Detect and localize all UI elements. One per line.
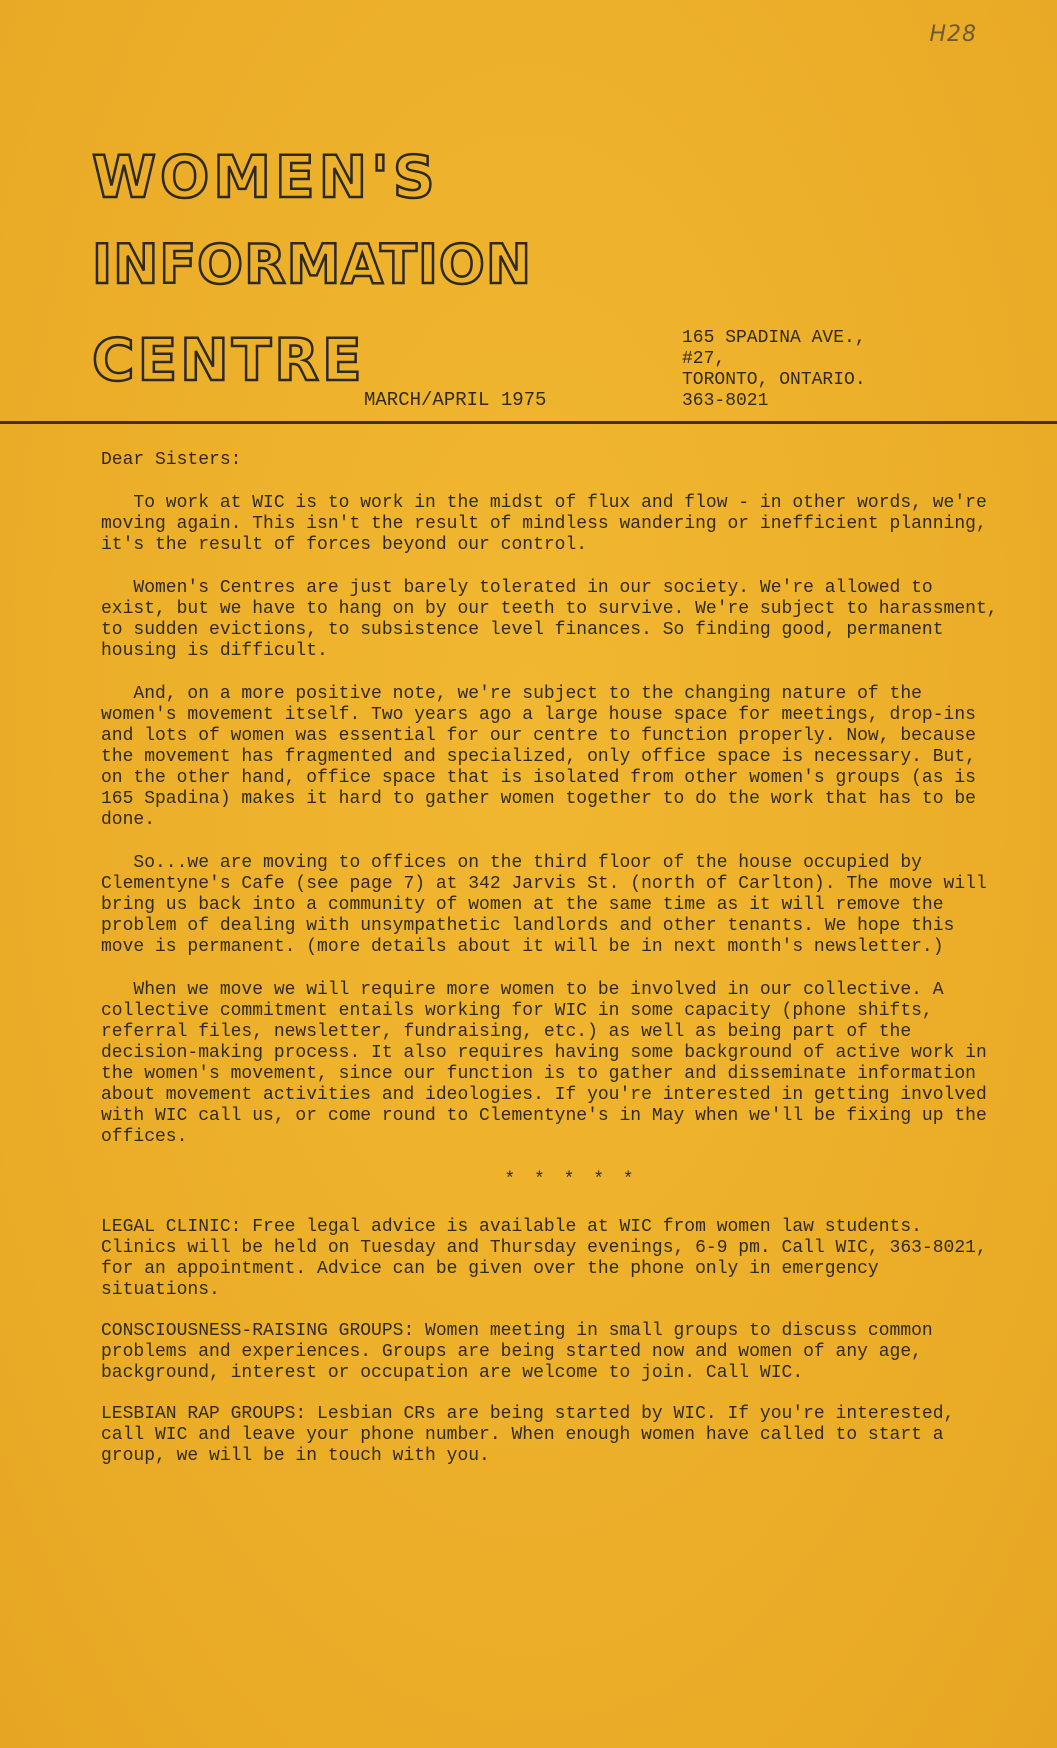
logo-line-1: WOMEN'S xyxy=(92,143,439,211)
address-line: 165 SPADINA AVE., xyxy=(682,328,866,348)
paragraph: When we move we will require more women to be involved in our collective. A collective commitment entails working for WIC in some capacity (phone shifts, referral files, newsletter, fundraising, etc.) as well as being part of the decision-making process. It also requires having some background of active work in the women's movement, since our function is to gather and disseminate information about movement activities and ideologies. If you're interested in getting involved with WIC call us, or come round to Clementyne's in May when we'll be fixing up the offices. xyxy=(101,980,998,1147)
paragraph: Women's Centres are just barely tolerated in our society. We're allowed to exist, but we have to hang on by our teeth to survive. We're subject to harassment, to sudden evictions, to subsistence level finances. So finding good, permanent housing is difficult. xyxy=(101,578,1009,661)
section-separator: * * * * * xyxy=(504,1170,638,1190)
greeting: Dear Sisters: xyxy=(101,450,242,470)
address-block xyxy=(682,328,866,412)
paragraph: And, on a more positive note, we're subject to the changing nature of the women's movement itself. Two years ago a large house space for meetings, drop-ins and lots of women was essential for our centre to function properly. Now, because the movement has fragmented and specialized, only office space is necessary. But, on the other hand, office space that is isolated from other women's groups (as is 165 Spadina) makes it hard to gather women together to do the work that has to be done. xyxy=(101,684,987,830)
notice-legal-clinic: LEGAL CLINIC: Free legal advice is available at WIC from women law students. Clinics will be held on Tuesday and Thursday evenings, 6-9 pm. Call WIC, 363-8021, for an appointment. Advice can be given over the phone only in emergency situations. xyxy=(101,1217,998,1300)
address-line: TORONTO, ONTARIO. xyxy=(682,370,866,390)
paragraph: So...we are moving to offices on the third floor of the house occupied by Clementyne's Cafe (see page 7) at 342 Jarvis St. (north of Carlton). The move will bring us back into a community of women at the same time as it will remove the problem of dealing with unsympathetic landlords and other tenants. We hope this move is permanent. (more details about it will be in next month's newsletter.) xyxy=(101,853,998,957)
header-divider xyxy=(0,421,1057,424)
letter-body xyxy=(101,450,1009,1487)
handwritten-note: H28 xyxy=(929,22,977,47)
notice-cr-groups: CONSCIOUSNESS-RAISING GROUPS: Women meeting in small groups to discuss common problems and experiences. Groups are being started now and women of any age, background, interest or occupation are welcome to join. Call WIC. xyxy=(101,1321,944,1383)
logo-line-3: CENTRE xyxy=(92,326,365,394)
issue-date: MARCH/APRIL 1975 xyxy=(364,389,547,411)
address-phone: 363-8021 xyxy=(682,391,769,411)
notice-lesbian-rap-groups: LESBIAN RAP GROUPS: Lesbian CRs are being started by WIC. If you're interested, call WIC and leave your phone number. When enough women have called to start a group, we will be in touch with you. xyxy=(101,1404,966,1466)
address-line: #27, xyxy=(682,349,726,369)
paragraph: To work at WIC is to work in the midst of flux and flow - in other words, we're moving again. This isn't the result of mindless wandering or inefficient planning, it's the result of forces beyond our control. xyxy=(101,493,998,555)
logo-line-2: INFORMATION xyxy=(92,233,533,296)
